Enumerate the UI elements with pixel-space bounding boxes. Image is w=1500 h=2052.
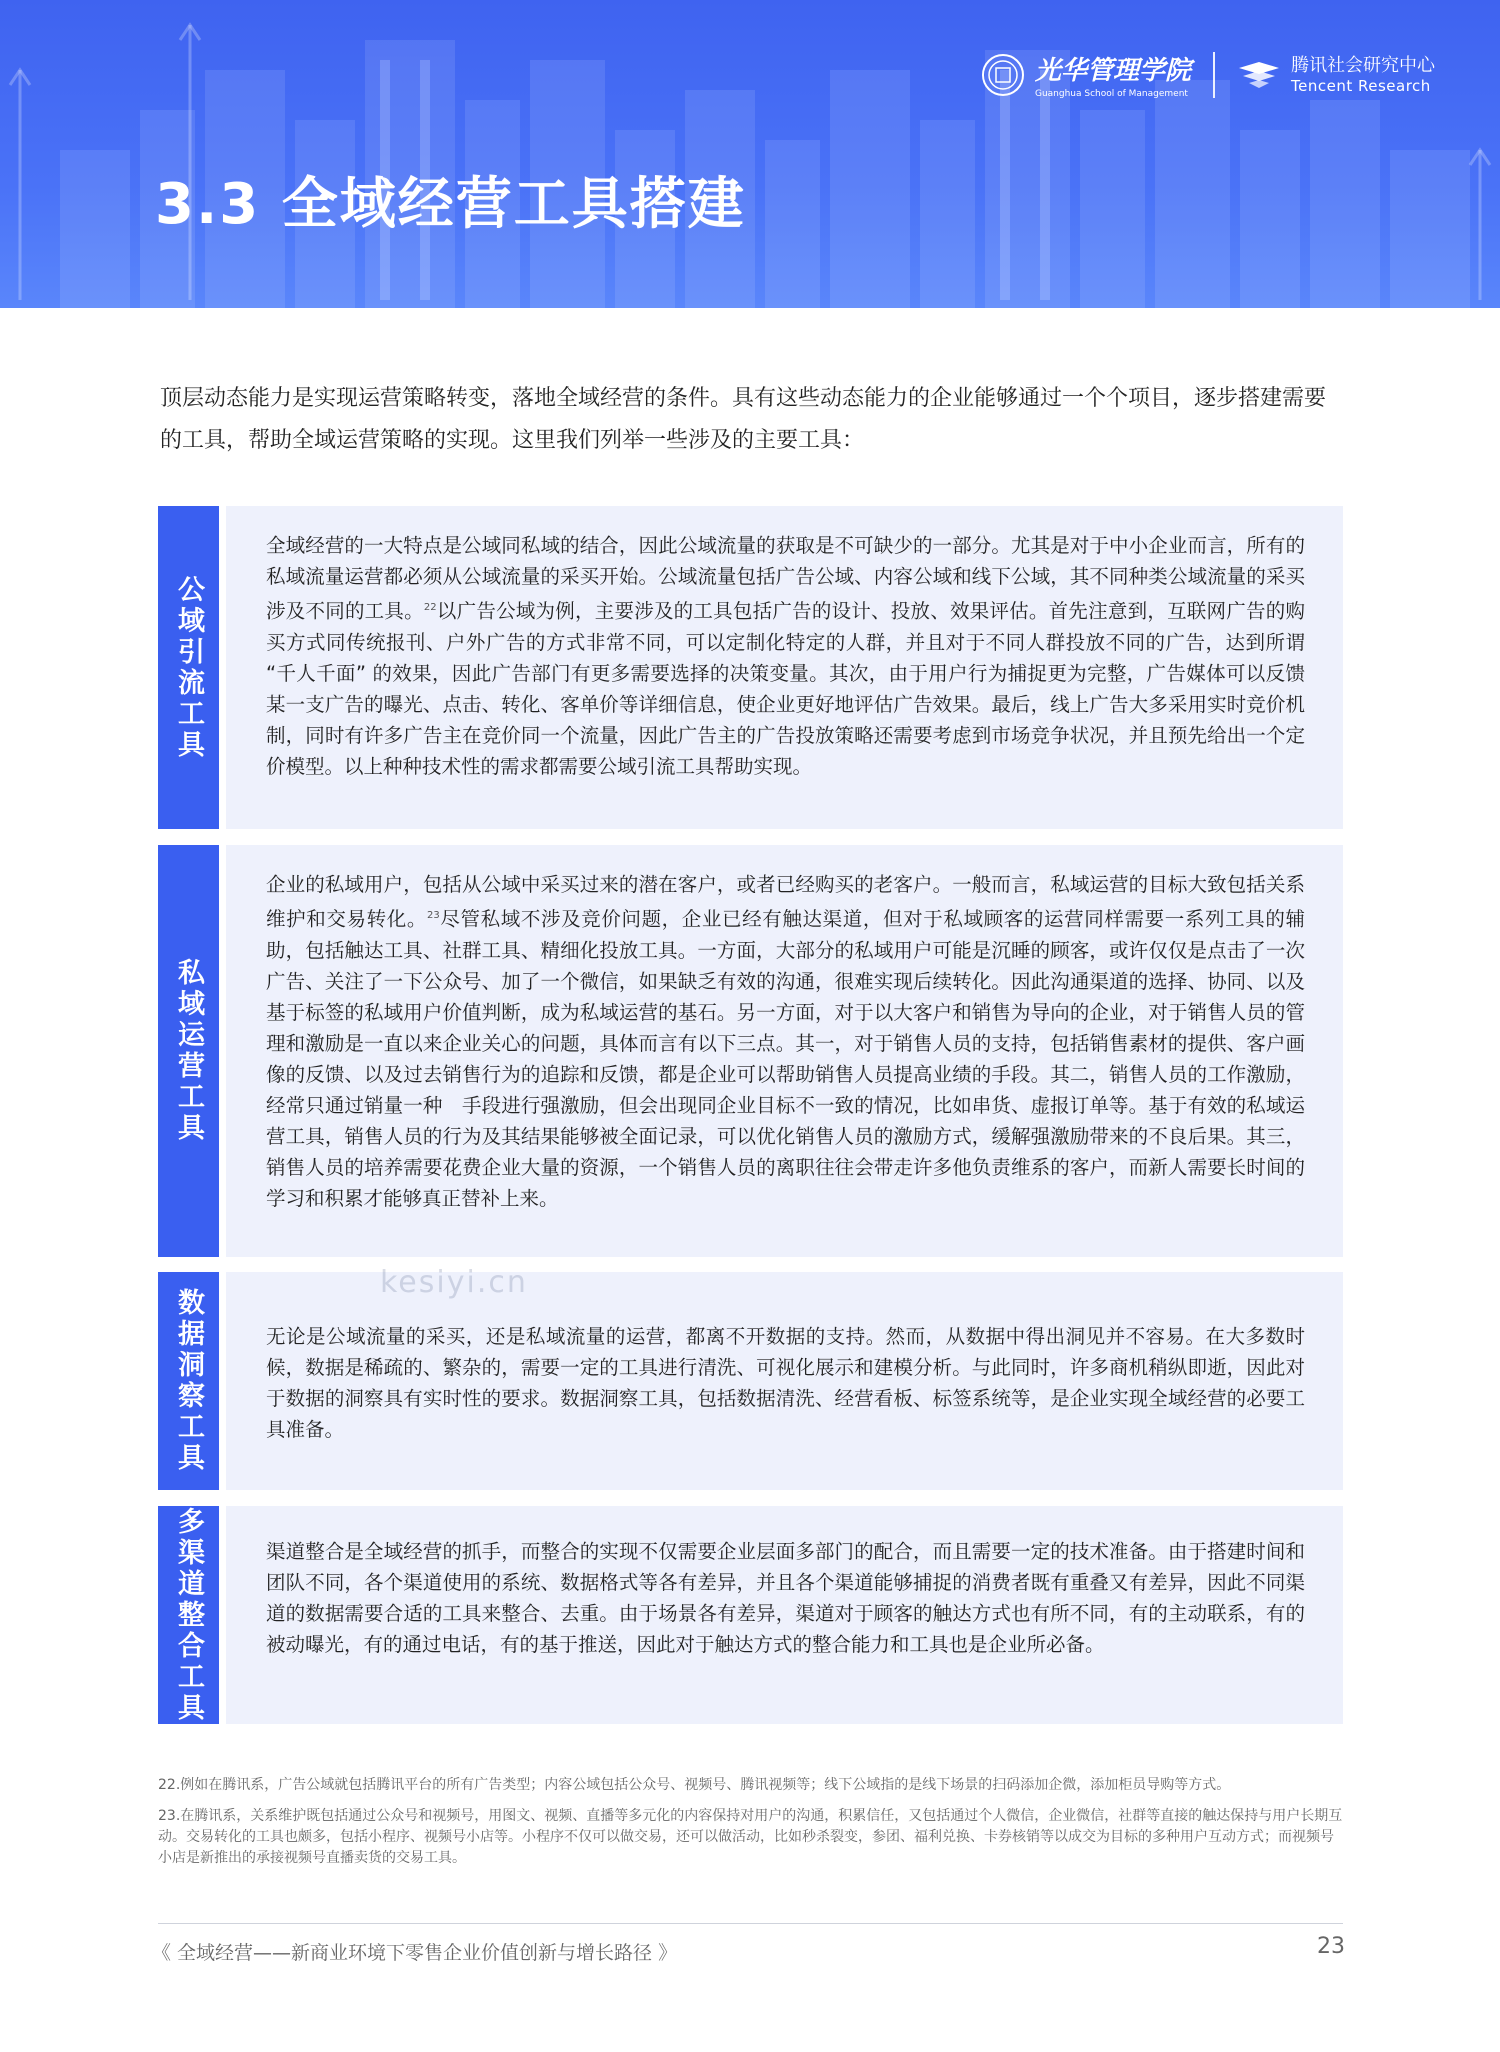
tool-block-body xyxy=(226,506,1343,829)
footer-divider xyxy=(158,1923,1343,1924)
tool-block-body xyxy=(226,845,1343,1257)
tool-block-private-operation xyxy=(158,845,1343,1257)
guanghua-subtitle: Guanghua School of Management xyxy=(1034,89,1188,99)
tool-block-label: 私域运营工具 xyxy=(158,845,219,1257)
footnote-22: 22.例如在腾讯系，广告公域就包括腾讯平台的所有广告类型；内容公域包括公众号、视频号、腾讯视频等；线下公域指的是线下场景的扫码添加企微，添加柜员导购等方式。 xyxy=(158,1777,1231,1793)
guanghua-emblem-icon xyxy=(981,53,1025,97)
footnote-23: 23.在腾讯系，关系维护既包括通过公众号和视频号，用图文、视频、直播等多元化的内容保持对用户的沟通，积累信任，又包括通过个人微信，企业微信，社群等直接的触达保持与用户长期互动。交易转化的工具也颇多，包括小程序、视频号小店等。小程序不仅可以做交易，还可以做活动，比如秒杀裂变，参团、福利兑换、卡券核销等以成交为目标的多种用户互动方式；而视频号小店是新推出的承接视频号直播卖货的交易工具。 xyxy=(158,1808,1343,1866)
tool-block-text: 企业的私域用户，包括从公域中采买过来的潜在客户，或者已经购买的老客户。一般而言，私域运营的目标大致包括关系维护和交易转化。$^{23}$尽管私域不涉及竞价问题，企业已经有触达渠道，但对于私域顾客的运营同样需要一系列工具的辅助，包括触达工具、社群工具、精细化投放工具。一方面，大部分的私域用户可能是沉睡的顾客，或许仅仅是点击了一次广告、关注了一下公众号、加了一个微信，如果缺乏有效的沟通，很难实现后续转化。因此沟通渠道的选择、协同、以及基于标签的私域用户价值判断，成为私域运营的基石。另一方面，对于以大客户和销售为导向的企业，对于销售人员的管理和激励是一直以来企业关心的问题，具体而言有以下三点。其一，对于销售人员的支持，包括销售素材的提供、客户画像的反馈、以及过去销售行为的追踪和反馈，都是企业可以帮助销售人员提高业绩的手段。其二，销售人员的工作激励，经常只通过销量一种 手段进行强激励，但会出现同企业目标不一致的情况，比如串货、虚报订单等。基于有效的私域运营工具，销售人员的行为及其结果能够被全面记录，可以优化销售人员的激励方式，缓解强激励带来的不良后果。其三，销售人员的培养需要花费企业大量的资源，一个销售人员的离职往往会带走许多他负责维系的客户，而新人需要长时间的学习和积累才能够真正替补上来。 xyxy=(266,873,1305,1210)
footnote-ref[interactable]: 22 xyxy=(423,602,437,613)
tencent-research-logo xyxy=(1237,55,1435,95)
footnote-ref[interactable]: 23 xyxy=(426,910,440,921)
tencent-research-cn: 腾讯社会研究中心 xyxy=(1291,54,1435,76)
watermark: kesiyi.cn xyxy=(380,1265,528,1300)
tool-block-data-insight xyxy=(158,1272,1343,1490)
header-banner xyxy=(0,0,1500,308)
tool-block-label: 公域引流工具 xyxy=(158,506,219,829)
logo-group xyxy=(981,50,1435,99)
intro-paragraph: 顶层动态能力是实现运营策略转变，落地全域经营的条件。具有这些动态能力的企业能够通过一个个项目，逐步搭建需要的工具，帮助全域运营策略的实现。这里我们列举一些涉及的主要工具： xyxy=(160,386,1327,453)
tool-block-text: 渠道整合是全域经营的抓手，而整合的实现不仅需要企业层面多部门的配合，而且需要一定的技术准备。由于搭建时间和团队不同，各个渠道使用的系统、数据格式等各有差异，并且各个渠道能够捕捉的消费者既有重叠又有差异，因此不同渠道的数据需要合适的工具来整合、去重。由于场景各有差异，渠道对于顾客的触达方式也有所不同，有的主动联系，有的被动曝光，有的通过电话，有的基于推送，因此对于触达方式的整合能力和工具也是企业所必备。 xyxy=(266,1540,1305,1656)
guanghua-logo xyxy=(981,50,1191,99)
city-skyline-graphic xyxy=(0,0,1500,308)
logo-divider xyxy=(1213,52,1215,98)
tool-block-public-traffic xyxy=(158,506,1343,829)
tool-block-text: 全域经营的一大特点是公域同私域的结合，因此公域流量的获取是不可缺少的一部分。尤其是对于中小企业而言，所有的私域流量运营都必须从公域流量的采买开始。公域流量包括广告公域、内容公域和线下公域，其不同种类公域流量的采买涉及不同的工具。$^{22}$以广告公域为例，主要涉及的工具包括广告的设计、投放、效果评估。首先注意到，互联网广告的购买方式同传统报刊、户外广告的方式非常不同，可以定制化特定的人群，并且对于不同人群投放不同的广告，达到所谓 “千人千面” 的效果，因此广告部门有更多需要选择的决策变量。其次，由于用户行为捕捉更为完整，广告媒体可以反馈某一支广告的曝光、点击、转化、客单价等详细信息，使企业更好地评估广告效果。最后，线上广告大多采用实时竞价机制，同时有许多广告主在竞价同一个流量，因此广告主的广告投放策略还需要考虑到市场竞争状况，并且预先给出一个定价模型。以上种种技术性的需求都需要公域引流工具帮助实现。 xyxy=(266,534,1305,778)
tool-block-text: 无论是公域流量的采买，还是私域流量的运营，都离不开数据的支持。然而，从数据中得出洞见并不容易。在大多数时候，数据是稀疏的、繁杂的，需要一定的工具进行清洗、可视化展示和建模分析。与此同时，许多商机稍纵即逝，因此对于数据的洞察具有实时性的要求。数据洞察工具，包括数据清洗、经营看板、标签系统等，是企业实现全域经营的必要工具准备。 xyxy=(266,1325,1305,1441)
page-number: 23 xyxy=(1317,1934,1345,1959)
tencent-research-en: Tencent Research xyxy=(1291,76,1431,95)
tool-block-body xyxy=(226,1506,1343,1724)
footnotes xyxy=(158,1775,1343,1879)
section-title: 3.3 全域经营工具搭建 xyxy=(155,172,746,237)
tool-block-label: 数据洞察工具 xyxy=(158,1272,219,1490)
guanghua-name: 光华管理学院 xyxy=(1034,56,1191,86)
tencent-research-icon xyxy=(1237,60,1281,90)
tool-block-label: 多渠道整合工具 xyxy=(158,1506,219,1724)
tool-block-body xyxy=(226,1272,1343,1490)
tool-block-multichannel xyxy=(158,1506,1343,1724)
footer-title: 《 全域经营——新商业环境下零售企业价值创新与增长路径 》 xyxy=(152,1942,678,1964)
